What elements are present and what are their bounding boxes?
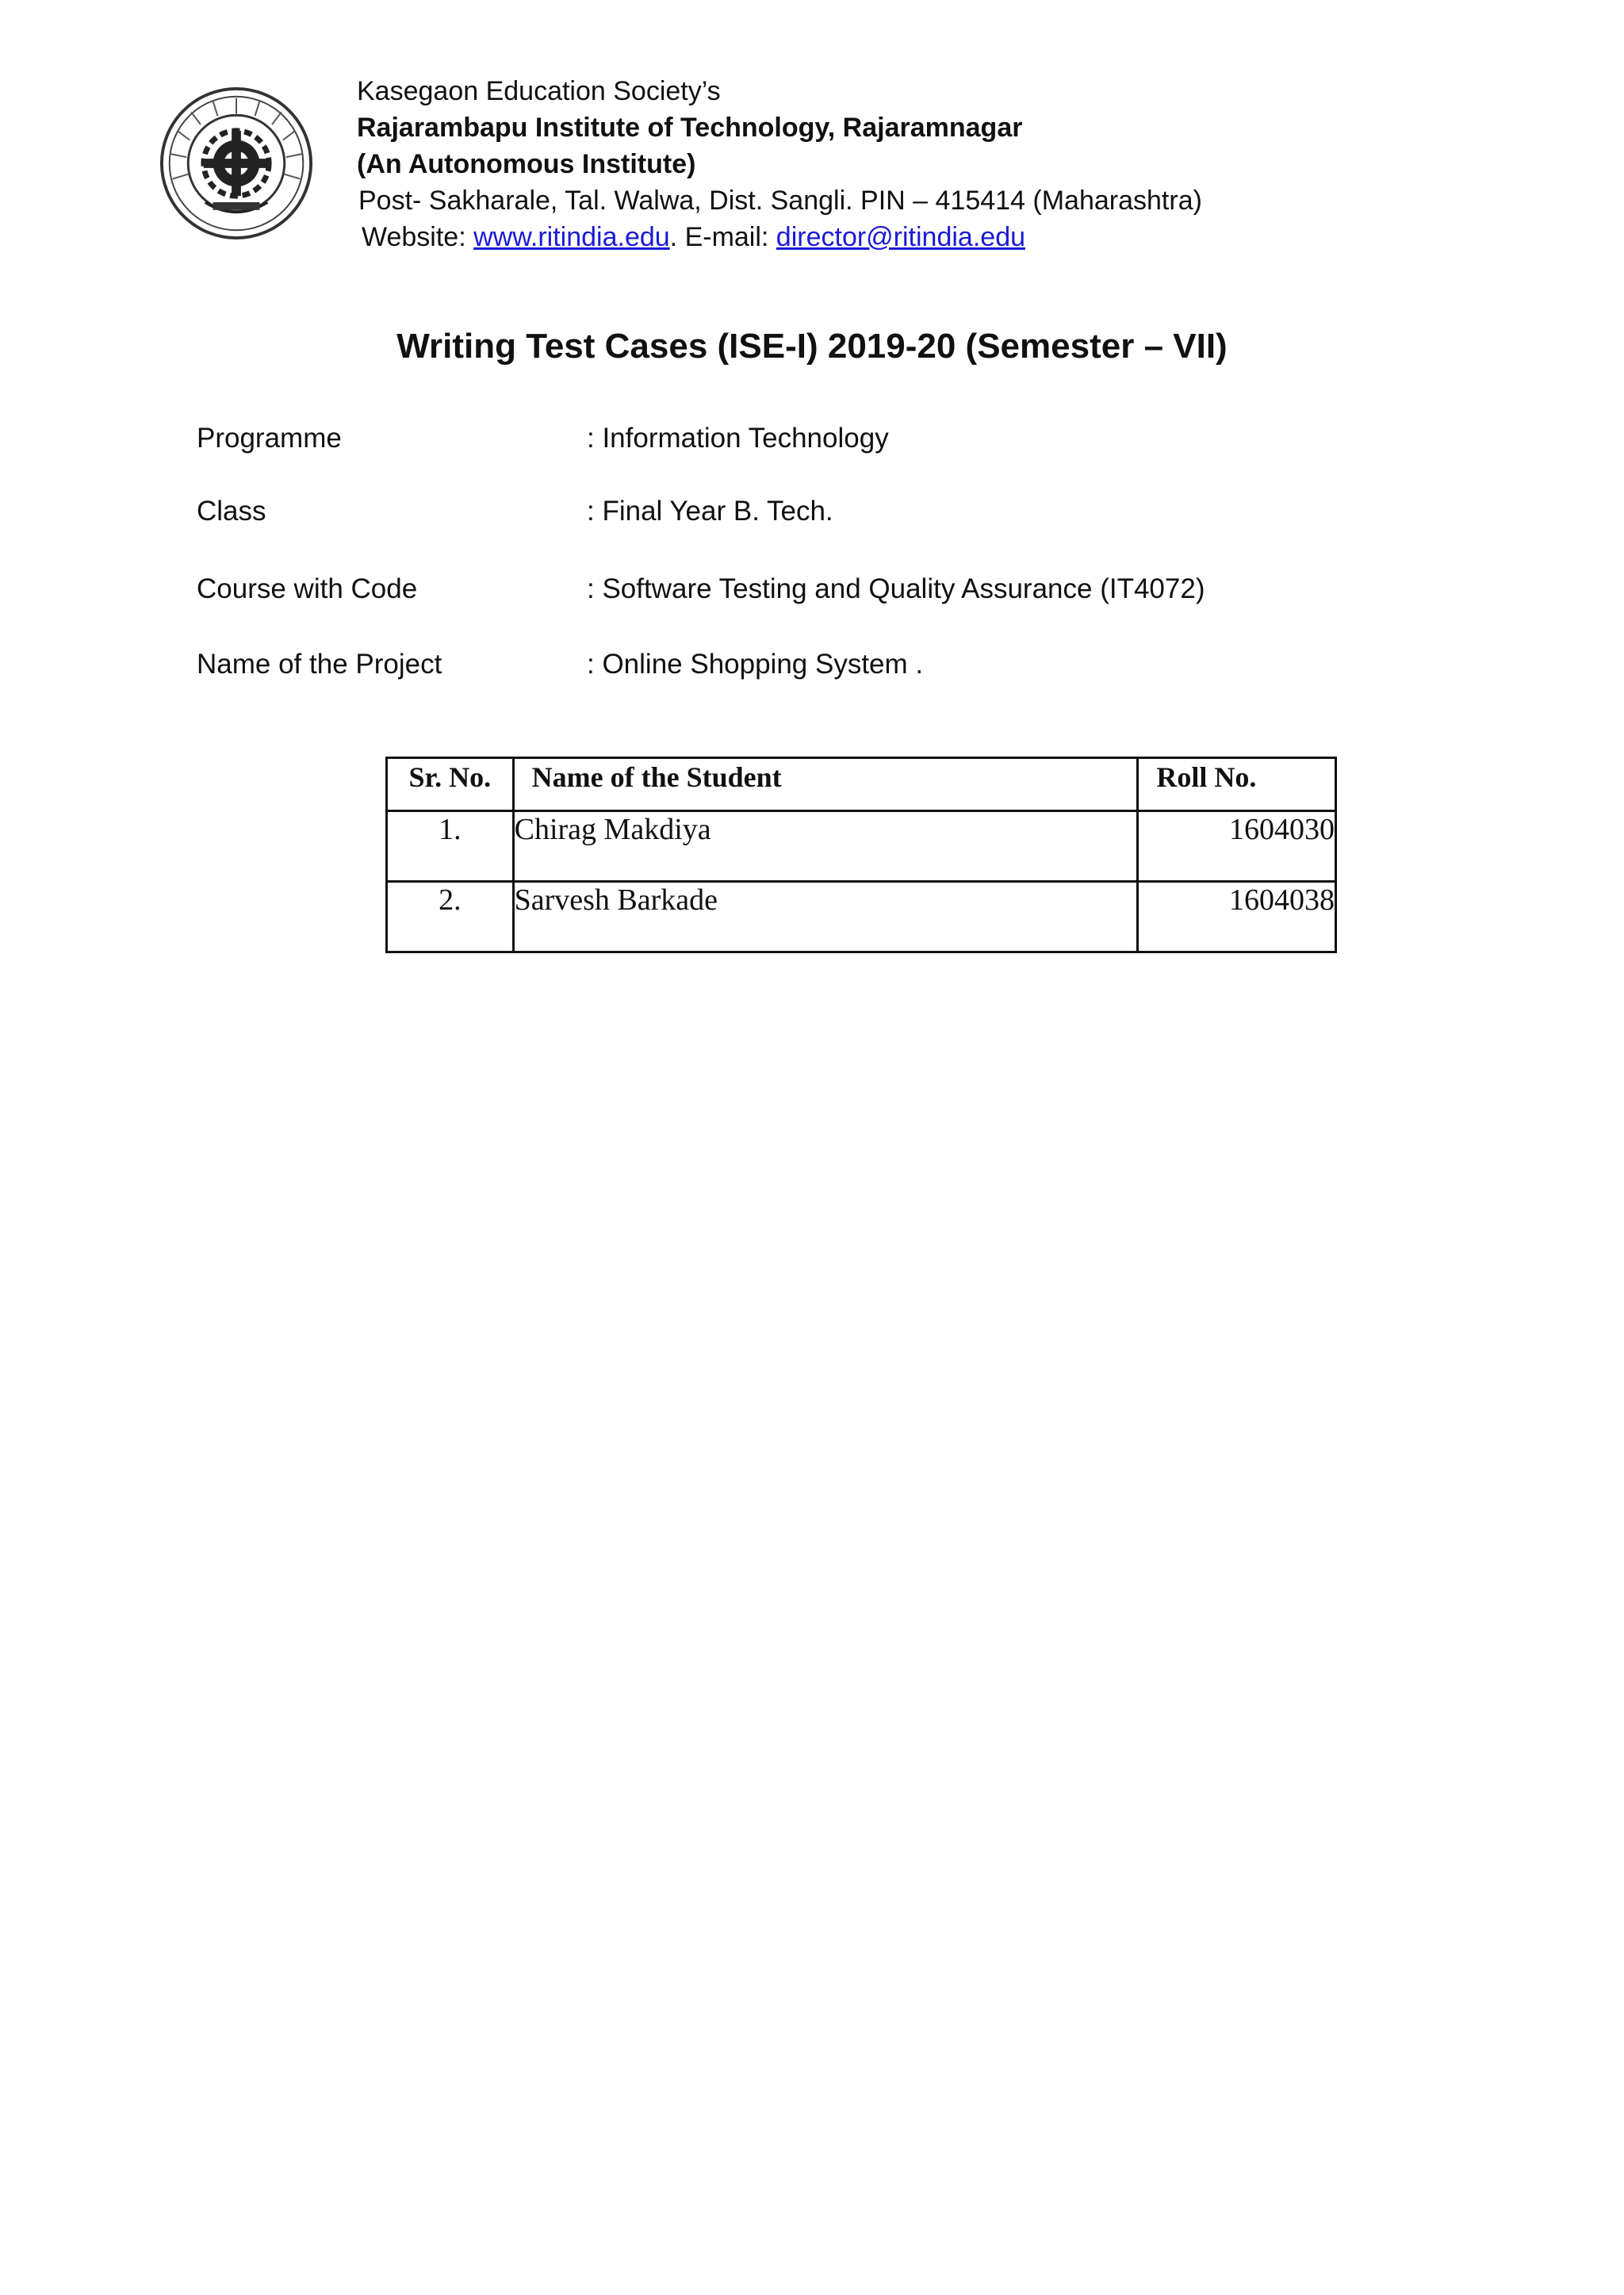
row-student-name: Sarvesh Barkade — [513, 882, 1138, 952]
row-roll-no: 1604030 — [1138, 811, 1336, 882]
email-link[interactable]: director@ritindia.edu — [776, 222, 1026, 252]
student-table — [385, 757, 1337, 953]
row-roll-no: 1604038 — [1138, 882, 1336, 952]
programme-value: : Information Technology — [587, 423, 889, 454]
website-label: Website: — [362, 222, 474, 252]
institute-status: (An Autonomous Institute) — [357, 149, 696, 179]
table-row — [387, 811, 1336, 882]
header-sr-no: Sr. No. — [387, 758, 514, 811]
class-label: Class — [197, 496, 266, 527]
programme-label: Programme — [197, 423, 342, 454]
course-value: : Software Testing and Quality Assurance (IT4072) — [587, 573, 1205, 604]
society-name: Kasegaon Education Society’s — [357, 76, 721, 106]
project-label: Name of the Project — [197, 649, 442, 680]
institute-name: Rajarambapu Institute of Technology, Rajaramnagar — [357, 113, 1023, 143]
table-row — [387, 882, 1336, 952]
project-value: : Online Shopping System . — [587, 649, 924, 680]
student-table-container — [385, 757, 1337, 953]
page-title: Writing Test Cases (ISE-I) 2019-20 (Semester – VII) — [396, 327, 1228, 366]
course-label: Course with Code — [197, 573, 418, 604]
table-header-row — [387, 758, 1336, 811]
email-label: . E-mail: — [669, 222, 776, 252]
class-value: : Final Year B. Tech. — [587, 496, 833, 527]
header-student-name: Name of the Student — [513, 758, 1138, 811]
row-sr-no: 1. — [387, 811, 514, 882]
institute-address: Post- Sakharale, Tal. Walwa, Dist. Sangli. PIN – 415414 (Maharashtra) — [358, 186, 1202, 216]
institute-logo — [159, 86, 314, 241]
row-student-name: Chirag Makdiya — [513, 811, 1138, 882]
header-roll-no: Roll No. — [1138, 758, 1336, 811]
contact-line — [362, 219, 1025, 255]
row-sr-no: 2. — [387, 882, 514, 952]
website-link[interactable]: www.ritindia.edu — [473, 222, 670, 252]
